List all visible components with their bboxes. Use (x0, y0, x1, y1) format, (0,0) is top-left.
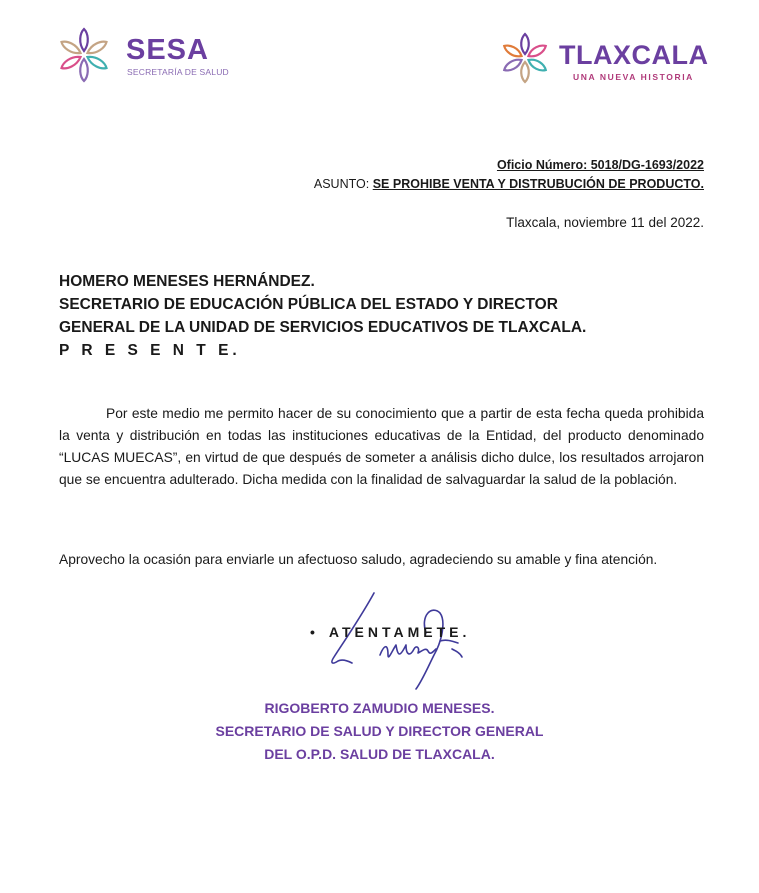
sesa-logo (54, 26, 244, 84)
signer-title-line1: SECRETARIO DE SALUD Y DIRECTOR GENERAL (215, 723, 544, 739)
addressee-block (59, 270, 586, 362)
addressee-title-line1: SECRETARIO DE EDUCACIÓN PÚBLICA DEL ESTADO Y DIRECTOR (59, 296, 558, 313)
asunto-label: ASUNTO: (313, 177, 370, 191)
document-date: Tlaxcala, noviembre 11 del 2022. (506, 215, 704, 230)
sesa-subtitle: SECRETARÍA DE SALUD (127, 67, 229, 77)
asunto-text: SE PROHIBE VENTA Y DISTRUBUCIÓN DE PRODUCTO. (372, 177, 704, 191)
flower-emblem-icon (54, 26, 114, 84)
sesa-name: SESA (126, 34, 209, 66)
atentamente-text: ATENTAMETE. (328, 624, 471, 640)
asunto-line (314, 177, 704, 191)
signer-title-line2: DEL O.P.D. SALUD DE TLAXCALA. (264, 746, 495, 762)
addressee-title-line2: GENERAL DE LA UNIDAD DE SERVICIOS EDUCATIVOS DE TLAXCALA. (59, 319, 587, 336)
handwritten-signature (322, 585, 472, 695)
signer-name: RIGOBERTO ZAMUDIO MENESES. (264, 700, 495, 716)
addressee-name: HOMERO MENESES HERNÁNDEZ. (59, 273, 315, 290)
tlaxcala-logo (497, 30, 717, 88)
tlaxcala-name: TLAXCALA (559, 40, 709, 70)
tlaxcala-subtitle: UNA NUEVA HISTORIA (573, 72, 694, 82)
flower-emblem-icon (497, 30, 553, 86)
signer-block (0, 697, 759, 766)
bullet: • (310, 624, 315, 640)
presente: P R E S E N T E. (59, 342, 241, 359)
closing-salutation (310, 624, 470, 640)
oficio-number: Oficio Número: 5018/DG-1693/2022 (496, 158, 704, 172)
closing-sentence: Aprovecho la ocasión para enviarle un afectuoso saludo, agradeciendo su amable y fina atención. (59, 552, 658, 567)
body-paragraph: Por este medio me permito hacer de su conocimiento que a partir de esta fecha queda prohibida la venta y distribución en todas las instituciones educativas de la Entidad, del producto denominado “LUCAS MUECAS”, en virtud de que después de someter a análisis dicho dulce, los resultados arrojaron que se encuentra adulterado. Dicha medida con la finalidad de salvaguardar la salud de la población. (59, 406, 704, 487)
